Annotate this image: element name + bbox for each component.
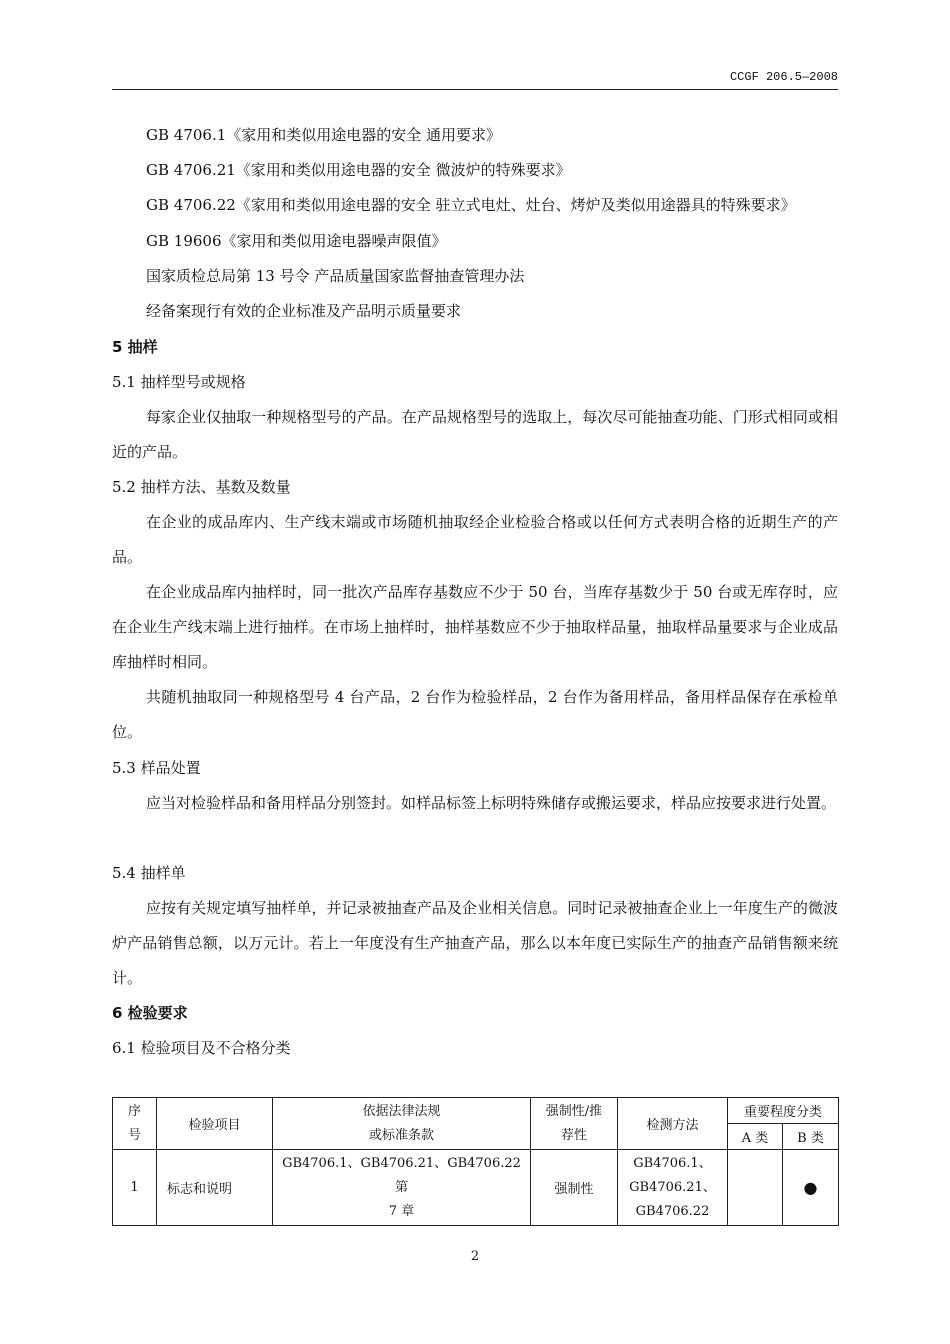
standard-ref: GB 4706.1《家用和类似用途电器的安全 通用要求》 bbox=[146, 126, 502, 144]
header-importance: 重要程度分类 bbox=[728, 1098, 839, 1124]
section-5-4-text: 应按有关规定填写抽样单，并记录被抽查产品及企业相关信息。同时记录被抽查企业上一年度生产的微波炉产品销售总额，以万元计。若上一年度没有生产抽查产品，那么以本年度已实际生产的抽查产品销售额来统计。 bbox=[112, 899, 838, 987]
section-5-2-para-2: 在企业成品库内抽样时，同一批次产品库存基数应不少于 50 台，当库存基数少于 50 台或无库存时，应在企业生产线末端上进行抽样。在市场上抽样时，抽样基数应不少于抽取样品量，抽取样品量要求与企业成品库抽样时相同。 bbox=[112, 583, 838, 671]
section-5-3-heading: 5.3 样品处置 bbox=[112, 759, 201, 777]
header-seq: 序 号 bbox=[113, 1098, 157, 1150]
row-method: GB4706.1、 GB4706.21、 GB4706.22 bbox=[618, 1150, 728, 1226]
section-5-heading: 5 抽样 bbox=[112, 338, 158, 356]
section-5-2-para-3: 共随机抽取同一种规格型号 4 台产品，2 台作为检验样品，2 台作为备用样品，备用样品保存在承检单位。 bbox=[112, 688, 838, 741]
standard-ref: 经备案现行有效的企业标准及产品明示质量要求 bbox=[146, 302, 462, 320]
header-class-b: B 类 bbox=[783, 1124, 839, 1150]
section-5-4-heading: 5.4 抽样单 bbox=[112, 864, 186, 882]
section-6-heading: 6 检验要求 bbox=[112, 1004, 188, 1022]
page-number: 2 bbox=[470, 1249, 480, 1264]
document-code: CCGF 206.5—2008 bbox=[729, 70, 838, 84]
header-mandatory: 强制性/推 荐性 bbox=[531, 1098, 618, 1150]
row-class-a bbox=[728, 1150, 783, 1226]
header-basis: 依据法律法规 或标准条款 bbox=[273, 1098, 531, 1150]
section-5-1-text: 每家企业仅抽取一种规格型号的产品。在产品规格型号的选取上，每次尽可能抽查功能、门形式相同或相近的产品。 bbox=[112, 408, 838, 461]
inspection-table bbox=[112, 1097, 839, 1226]
standard-ref: GB 4706.21《家用和类似用途电器的安全 微波炉的特殊要求》 bbox=[146, 161, 571, 179]
section-5-2-para-1: 在企业的成品库内、生产线末端或市场随机抽取经企业检验合格或以任何方式表明合格的近期生产的产品。 bbox=[112, 513, 838, 566]
table-row bbox=[113, 1150, 839, 1226]
section-6-1-heading: 6.1 检验项目及不合格分类 bbox=[112, 1039, 291, 1057]
row-item: 标志和说明 bbox=[157, 1150, 273, 1226]
header-class-a: A 类 bbox=[728, 1124, 783, 1150]
header-method: 检测方法 bbox=[618, 1098, 728, 1150]
section-5-3-text: 应当对检验样品和备用样品分别签封。如样品标签上标明特殊储存或搬运要求，样品应按要求进行处置。 bbox=[146, 794, 837, 812]
row-seq: 1 bbox=[113, 1150, 157, 1226]
row-class-b-marker: ● bbox=[783, 1150, 839, 1226]
row-mandatory: 强制性 bbox=[531, 1150, 618, 1226]
standard-ref: GB 19606《家用和类似用途电器噪声限值》 bbox=[146, 232, 447, 250]
section-5-2-heading: 5.2 抽样方法、基数及数量 bbox=[112, 478, 291, 496]
section-5-1-heading: 5.1 抽样型号或规格 bbox=[112, 373, 246, 391]
row-basis: GB4706.1、GB4706.21、GB4706.22 第 7 章 bbox=[273, 1150, 531, 1226]
standard-ref: 国家质检总局第 13 号令 产品质量国家监督抽查管理办法 bbox=[146, 267, 525, 285]
header-item: 检验项目 bbox=[157, 1098, 273, 1150]
standard-ref: GB 4706.22《家用和类似用途电器的安全 驻立式电灶、灶台、烤炉及类似用途器具的特殊要求》 bbox=[146, 196, 796, 214]
header-rule bbox=[112, 89, 838, 90]
